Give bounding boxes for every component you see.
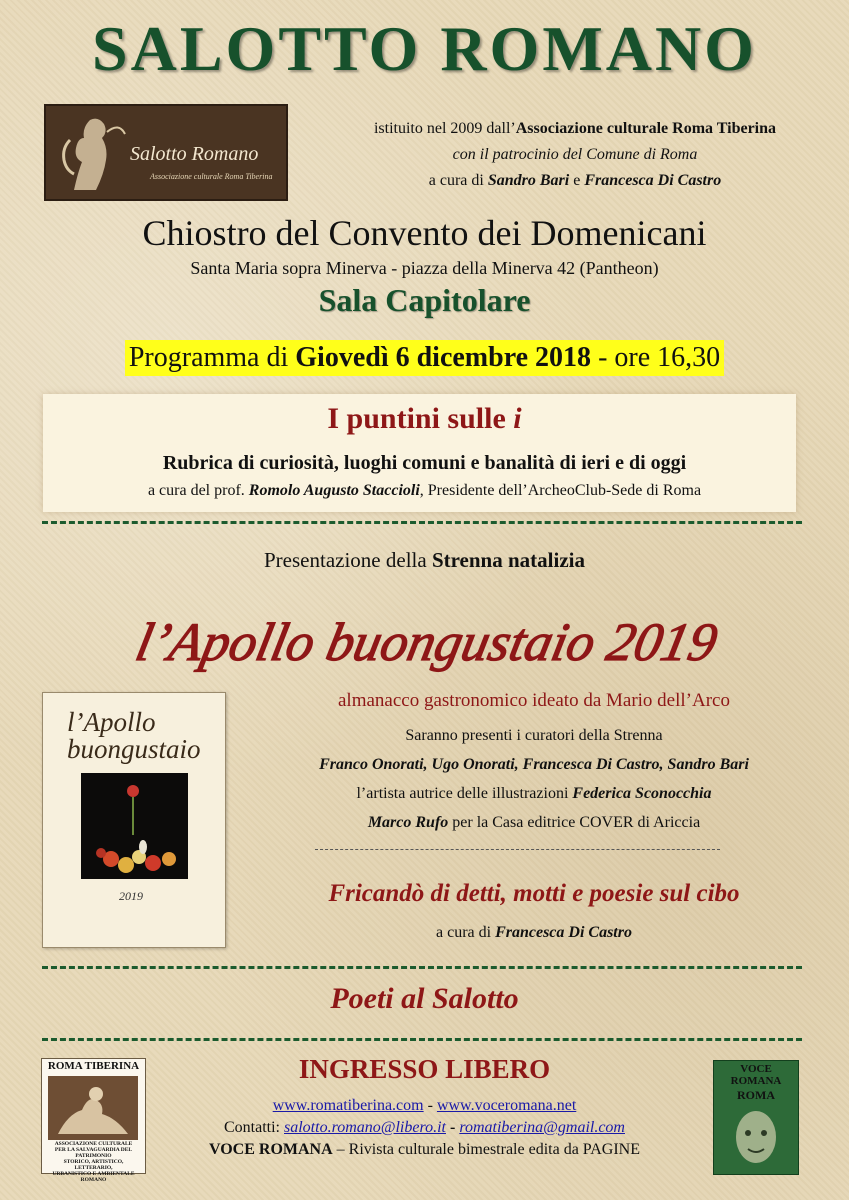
- roma-tiberina-logo: [41, 1058, 146, 1183]
- book-year: 2019: [119, 889, 143, 903]
- book-title-line-1: l’Apollo: [67, 707, 156, 737]
- puntini-curator-name: Romolo Augusto Staccioli: [248, 482, 420, 499]
- curators-names-text: Franco Onorati, Ugo Onorati, Francesca Di Castro, Sandro Bari: [319, 756, 749, 773]
- editor-description: per la Casa editrice COVER di Ariccia: [448, 814, 701, 831]
- logo-subtitle: Associazione culturale Roma Tiberina: [150, 172, 273, 181]
- ingresso-libero: INGRESSO LIBERO: [298, 1054, 551, 1084]
- page-title: SALOTTO ROMANO: [92, 13, 757, 84]
- curated-by-label: a cura di: [428, 172, 488, 189]
- almanacco-description: almanacco gastronomico ideato da Mario dell’Arco: [338, 690, 730, 711]
- curator-name-1: Sandro Bari: [487, 172, 570, 189]
- voce-romana-logo-roma: ROMA: [737, 1088, 775, 1102]
- fricando-title: Fricandò di detti, motti e poesie sul cibo: [328, 880, 740, 907]
- puntini-curator-label: a cura del prof.: [147, 482, 249, 499]
- rt-sub-line-1: ASSOCIAZIONE CULTURALE: [54, 1141, 133, 1147]
- divider-thin: [315, 849, 720, 850]
- contacts-label: Contatti:: [224, 1119, 284, 1136]
- intro-line-1: [310, 116, 840, 142]
- strenna-presentation: [0, 548, 849, 573]
- rt-sub-line-3: STORICO, ARTISTICO, LETTERARIO,: [63, 1159, 124, 1171]
- artist-label: l’artista autrice delle illustrazioni: [356, 785, 573, 802]
- intro-line-1-pre: istituito nel 2009 dall’: [373, 120, 516, 137]
- salotto-romano-logo: [44, 104, 288, 201]
- statue-icon: [48, 1076, 138, 1140]
- venue-address: Santa Maria sopra Minerva - piazza della Minerva 42 (Pantheon): [190, 258, 659, 278]
- association-name: Associazione culturale Roma Tiberina: [515, 120, 777, 137]
- book-cover-illustration: [81, 773, 188, 879]
- roma-tiberina-logo-title: ROMA TIBERINA: [47, 1060, 140, 1072]
- intro-line-3: [310, 168, 840, 194]
- artist-name: Federica Sconocchia: [572, 785, 712, 802]
- venue-room: Sala Capitolare: [318, 282, 531, 318]
- divider-2: [42, 966, 802, 969]
- puntini-curator-role: , Presidente dell’ArcheoClub-Sede di Roma: [419, 482, 702, 499]
- program-label: Programma di: [128, 342, 296, 373]
- divider-3: [42, 1038, 802, 1041]
- program-date-banner: [0, 340, 849, 376]
- email-link-salotto[interactable]: salotto.romano@libero.it: [284, 1119, 446, 1136]
- program-highlight: [125, 340, 724, 376]
- mask-face-icon: [732, 1105, 780, 1167]
- intro-line-2: [310, 142, 840, 168]
- curators-intro: Saranno presenti i curatori della Strenna: [405, 727, 663, 744]
- fricando-curator: [232, 924, 836, 942]
- strenna-presentation-label: Presentazione della: [264, 548, 432, 572]
- editor-line: [232, 814, 836, 832]
- website-link-separator: -: [423, 1097, 437, 1114]
- website-link-voceromana[interactable]: www.voceromana.net: [436, 1097, 577, 1114]
- voce-romana-description: – Rivista culturale bimestrale edita da PAGINE: [332, 1141, 640, 1158]
- puntini-title-i: i: [513, 402, 522, 435]
- voce-romana-logo: [713, 1060, 799, 1175]
- divider-1: [42, 521, 802, 524]
- rt-sub-line-2: PER LA SALVAGUARDIA DEL PATRIMONIO: [54, 1147, 133, 1159]
- strenna-title-graphic: [0, 608, 849, 688]
- lady-figure-icon: [52, 110, 132, 196]
- editor-name: Marco Rufo: [367, 814, 449, 831]
- venue-name: Chiostro del Convento dei Domenicani: [142, 213, 707, 253]
- strenna-presentation-bold: Strenna natalizia: [431, 548, 585, 572]
- book-cover: [42, 692, 226, 948]
- curator-conjunction: e: [569, 172, 585, 189]
- fruit-still-life-icon: [81, 773, 188, 879]
- email-link-romatiberina[interactable]: romatiberina@gmail.com: [459, 1119, 625, 1136]
- book-cover-title: [67, 709, 201, 763]
- curators-names: [232, 756, 836, 774]
- fricando-curator-name: Francesca Di Castro: [495, 924, 632, 941]
- fricando-curator-label: a cura di: [436, 924, 496, 941]
- voce-romana-name: VOCE ROMANA: [208, 1141, 333, 1158]
- puntini-subtitle: Rubrica di curiosità, luoghi comuni e banalità di ieri e di oggi: [162, 452, 687, 474]
- logo-script-text: Salotto Romano: [130, 143, 259, 165]
- intro-block: [310, 116, 840, 194]
- tiber-statue-image: [48, 1076, 138, 1140]
- book-title-line-2: buongustaio: [67, 734, 201, 764]
- program-time: - ore 16,30: [591, 342, 721, 373]
- email-separator: -: [445, 1119, 460, 1136]
- artist-line: [232, 785, 836, 803]
- puntini-title-main: I puntini sulle: [327, 402, 514, 435]
- puntini-curator: [0, 482, 849, 500]
- curator-name-2: Francesca Di Castro: [584, 172, 722, 189]
- poeti-title: Poeti al Salotto: [330, 982, 519, 1015]
- puntini-title: [0, 402, 849, 436]
- rt-sub-line-4: URBANISTICO E AMBIENTALE ROMANO: [52, 1171, 135, 1183]
- voce-romana-logo-title: VOCE ROMANA: [730, 1063, 782, 1087]
- program-date: Giovedì 6 dicembre 2018: [295, 342, 592, 373]
- patronage-text: con il patrocinio del Comune di Roma: [452, 146, 698, 163]
- strenna-title: l’Apollo buongustaio 2019: [130, 611, 723, 672]
- website-link-romatiberina[interactable]: www.romatiberina.com: [272, 1097, 424, 1114]
- roma-tiberina-logo-subtitle: [44, 1141, 143, 1183]
